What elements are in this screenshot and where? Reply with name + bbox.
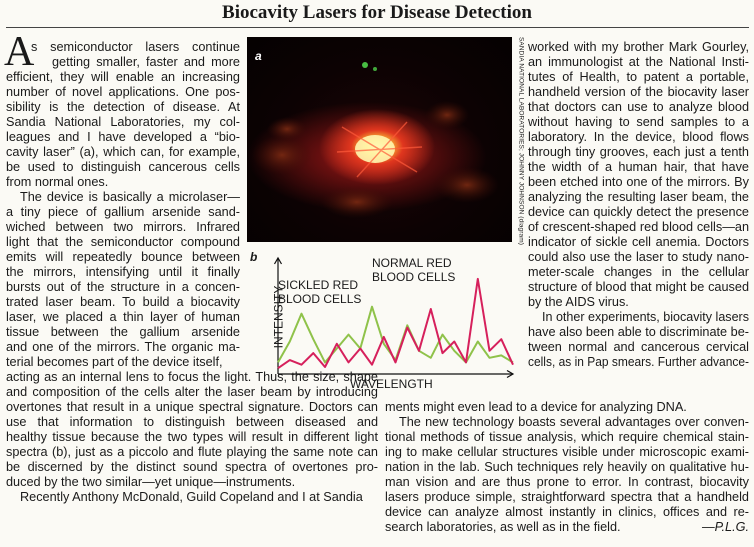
author-signature: —P.L.G. <box>701 520 749 534</box>
text-line: tween normal and cancerous cervical <box>528 340 749 354</box>
article-title: Biocavity Lasers for Disease Detection <box>222 2 532 23</box>
text-line: and composition of the cells alter the laser beam by introducing <box>6 385 378 399</box>
laser-glow-illustration <box>247 37 512 242</box>
text-line: wiched between two mirrors. Infrared <box>6 220 240 234</box>
text-line: a tiny piece of gallium arsenide sand- <box>6 205 240 219</box>
text-line: In other experiments, biocavity lasers <box>542 310 749 324</box>
photo-credit <box>516 36 526 246</box>
normal-label-line: NORMAL RED <box>372 256 452 270</box>
text-line: handheld version of the biocavity laser <box>528 85 749 99</box>
text-line: tional methods of tissue analysis, which require chemical stain- <box>385 430 749 444</box>
text-line: The device is basically a microlaser— <box>20 190 240 204</box>
text-line: that doctors can use to analyze blood <box>528 100 749 114</box>
text-line: overtones that result in a unique spectral signature. Doctors can <box>6 400 378 414</box>
text-line: meter-scale changes in the cellular <box>528 265 749 279</box>
text-line: getting smaller, faster and more <box>52 55 240 69</box>
text-line: ing to make cellular structures visible under microscopic exami- <box>385 445 749 459</box>
text-line: device can analyze almost instantly in clinics, offices and re- <box>385 505 749 519</box>
text-line: duced by the two similar—yet unique—instruments. <box>6 475 296 489</box>
sickled-label-line: BLOOD CELLS <box>278 292 362 306</box>
chart-label: b <box>250 250 258 264</box>
text-line: analyzing the resulting laser beam, the <box>528 190 749 204</box>
text-line: acting as an internal lens to focus the light. Thus, the size, shape <box>6 370 378 384</box>
text-line: indicator of sickle cell anemia. Doctors <box>528 235 749 249</box>
text-line: cavity laser” (a), which can, for example, <box>6 145 240 159</box>
text-line: emits will repeatedly bounce between <box>6 250 240 264</box>
text-line: could also use the laser to study nano- <box>528 250 749 264</box>
text-line: laser, we placed a thin layer of human <box>6 310 240 324</box>
text-line: light that the semiconductor compound <box>6 235 240 249</box>
text-line: tutes of Health, to patent a portable, <box>528 70 749 84</box>
text-line: an immunologist at the National Insti- <box>528 55 749 69</box>
text-line: of crescent-shaped red blood cells—an <box>528 220 749 234</box>
title-rule <box>6 27 749 28</box>
sickled-label-line: SICKLED RED <box>278 278 359 292</box>
normal-label-line: BLOOD CELLS <box>372 270 456 284</box>
drop-cap: A <box>4 29 35 75</box>
text-line: from normal ones. <box>6 175 109 189</box>
text-line: healthy tissue because the two types will result in different light <box>6 430 378 444</box>
text-line: search laboratories, as well as in the field. <box>385 520 621 534</box>
text-line: lasers produce simple, straightforward spectra that a handheld <box>385 490 749 504</box>
text-line: have also been able to discriminate be- <box>528 325 749 339</box>
text-line: bursts out of the structure in a concen- <box>6 280 240 294</box>
text-line: efficient, they will enable an increasing <box>6 70 240 84</box>
text-line: through tiny grooves, each just a tenth <box>528 145 749 159</box>
text-line: s semiconductor lasers continue <box>31 40 240 54</box>
text-line: tissue between the gallium arsenide <box>6 325 240 339</box>
text-line: nation in the lab. Such techniques rely heavily on qualitative hu- <box>385 460 749 474</box>
text-line: Recently Anthony McDonald, Guild Copeland and I at Sandia <box>20 490 363 504</box>
text-line: trated laser beam. To build a biocavity <box>6 295 240 309</box>
text-line: cells, as in Pap smears. Further advance- <box>528 355 749 369</box>
text-line: number of novel applications. One pos- <box>6 85 240 99</box>
text-line: ments might even lead to a device for analyzing DNA. <box>385 400 687 414</box>
y-axis-label: INTENSITY <box>271 285 286 349</box>
text-line: man vision and are thus prone to error. In contrast, biocavity <box>385 475 749 489</box>
text-line: terial becomes part of the device itself, <box>6 355 223 369</box>
text-line: device can quickly detect the presence <box>528 205 749 219</box>
text-line: Sandia National Laboratories, my col- <box>6 115 240 129</box>
biocavity-laser-photo <box>247 37 512 242</box>
text-line: be used to distinguish cancerous cells <box>6 160 240 174</box>
text-line: by the AIDS virus. <box>528 295 629 309</box>
text-line: sibility is the detection of disease. At <box>6 100 240 114</box>
text-line: The new technology boasts several advantages over conven- <box>399 415 749 429</box>
text-line: the mirrors, intensifying until it finally <box>6 265 240 279</box>
normal-series-label <box>372 256 455 284</box>
text-line: leagues and I have developed a “bio- <box>6 130 240 144</box>
text-line: without having to send samples to a <box>528 115 749 129</box>
x-axis-label: WAVELENGTH <box>350 377 433 391</box>
text-line: be discerned by the distinct sound spectra of overtones pro- <box>6 460 378 474</box>
text-line: spectra (b), just as a piccolo and flute playing the same note can <box>6 445 378 459</box>
text-line: and one of the mirrors. The organic ma- <box>6 340 240 354</box>
text-line: been etched into one of the mirrors. By <box>528 175 749 189</box>
text-line: structure of blood that might be caused <box>528 280 749 294</box>
photo-credit-text: SANDIA NATIONAL LABORATORIES; JOHNNY JOHNSON (diagram) <box>517 36 525 246</box>
text-line: use that information to distinguish between diseased and <box>6 415 378 429</box>
text-line: worked with my brother Mark Gourley, <box>528 40 749 54</box>
text-line: laboratory. In the device, blood flows <box>528 130 749 144</box>
photo-label: a <box>255 49 262 63</box>
text-line: the width of a human hair, that have <box>528 160 749 174</box>
sickled-series-label <box>278 278 361 306</box>
